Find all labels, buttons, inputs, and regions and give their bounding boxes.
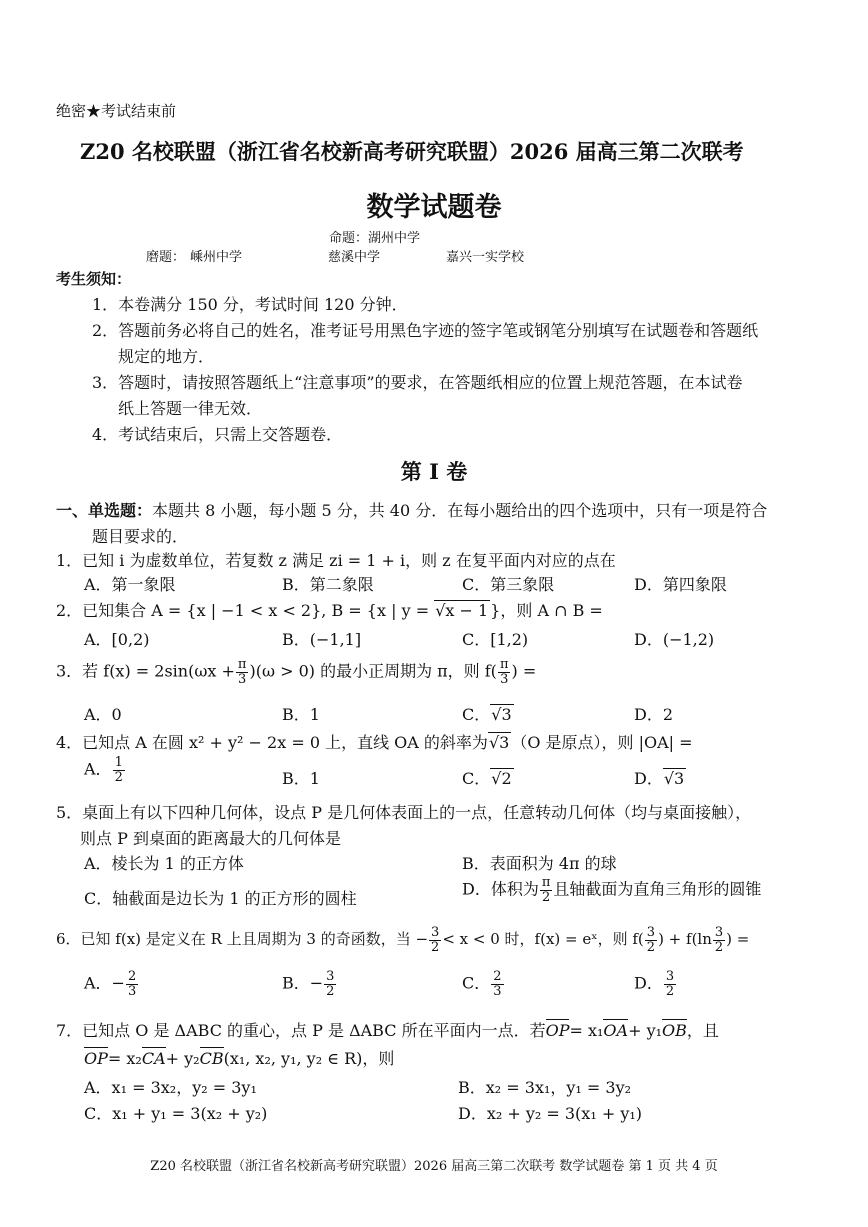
q5-option-d-frac — [540, 876, 553, 904]
q5-option-b: B．表面积为 4π 的球 — [462, 854, 617, 873]
paper-title: 数学试题卷 — [366, 192, 502, 223]
q5-option-d — [462, 876, 761, 904]
q2-option-c: C．[1,2) — [462, 630, 529, 649]
q5-stem-1: 5．桌面上有以下四种几何体，设点 P 是几何体表面上的一点，任意转动几何体（均与桌面接触）， — [56, 803, 752, 822]
q7-option-a: A．x₁ = 3x₂，y₂ = 3y₁ — [84, 1078, 257, 1097]
q6-b-den: 2 — [326, 983, 335, 999]
q4-option-a — [84, 756, 126, 784]
notice-2: 2．答题前务必将自己的姓名，准考证号用黑色字迹的签字笔或钢笔分别填写在试题卷和答题纸 — [92, 321, 759, 340]
q4-radicand: 3 — [499, 733, 510, 752]
q3-option-c-radical: √3 — [491, 705, 512, 724]
notice-title: 考生须知： — [56, 270, 132, 288]
q3-option-c — [462, 702, 514, 725]
q2-option-b: B．(−1,1] — [282, 630, 362, 649]
q6-option-b-frac — [324, 970, 336, 998]
q6-option-c-frac — [491, 970, 503, 998]
q6-option-a-label: A．− — [84, 973, 125, 993]
q6-option-b — [282, 970, 337, 998]
q6-frac-3 — [713, 926, 725, 954]
q4-option-b: B．1 — [282, 769, 320, 788]
q4-frac-den: 2 — [114, 769, 123, 785]
q2-radicand: x − 1 — [445, 601, 489, 620]
q6-frac2-num: 3 — [646, 925, 656, 940]
q1-stem: 1．已知 i 为虚数单位，若复数 z 满足 zi = 1 + i，则 z 在复平面内对应的点在 — [56, 551, 616, 570]
q6-frac1-den: 2 — [431, 939, 440, 955]
q5-frac-num: π — [541, 875, 551, 890]
part1-line1 — [56, 498, 767, 521]
q2-option-d: D．(−1,2) — [634, 630, 715, 649]
q1-option-c: C．第三象限 — [462, 575, 555, 594]
q5-option-a: A．棱长为 1 的正方体 — [84, 854, 244, 873]
q4-option-a-frac — [113, 756, 125, 784]
q7-stem2-c: + y₂ — [165, 1049, 200, 1068]
q6-a-den: 3 — [127, 983, 137, 999]
q3-frac2-num: π — [499, 657, 509, 672]
q6-option-d-frac — [664, 970, 676, 998]
q4-option-d-radicand: 3 — [674, 769, 685, 788]
q6-stem-d: ) = — [726, 930, 750, 949]
q7-stem1-d: ，且 — [686, 1021, 719, 1040]
q7-stem1-c: + y₁ — [628, 1021, 663, 1040]
q4-stem-a: 4．已知点 A 在圆 x² + y² − 2x = 0 上，直线 OA 的斜率为 — [56, 733, 488, 752]
notice-3: 3．答题时，请按照答题纸上“注意事项”的要求，在答题纸相应的位置上规范答题，在本试卷 — [92, 373, 743, 392]
q5-option-d-b: 且轴截面为直角三角形的圆锥 — [553, 879, 762, 899]
q3-stem — [56, 658, 536, 686]
notice-3-cont: 纸上答题一律无效． — [118, 399, 263, 418]
q6-option-a — [84, 970, 139, 998]
notice-1: 1．本卷满分 150 分，考试时间 120 分钟． — [92, 295, 408, 314]
q6-frac3-num: 3 — [714, 925, 724, 940]
q3-option-a: A．0 — [84, 705, 122, 724]
reviewers-label: 磨题： — [146, 250, 186, 265]
q7-vec-op-2: OP — [84, 1049, 108, 1068]
q4-option-c — [462, 766, 514, 789]
q6-c-num: 2 — [493, 969, 502, 984]
q2-stem-a: 2．已知集合 A = {x | −1 < x < 2}, B = {x | y = — [56, 601, 435, 620]
q3-frac-den: 3 — [238, 671, 247, 687]
q4-frac-num: 1 — [114, 755, 123, 770]
q3-frac2-den: 3 — [500, 671, 509, 687]
q6-option-d-label: D． — [634, 973, 663, 993]
q7-stem2-b: = x₂ — [107, 1049, 142, 1068]
q4-stem-b: （O 是原点），则 |OA| = — [511, 733, 693, 752]
q7-option-c: C．x₁ + y₁ = 3(x₂ + y₂) — [84, 1104, 268, 1123]
part1-head: 一、单选题： — [56, 501, 153, 520]
q2-radical: √x − 1 — [435, 601, 489, 620]
q3-frac-num: π — [237, 657, 247, 672]
q4-option-c-label: C． — [462, 769, 491, 788]
q6-option-c-label: C． — [462, 973, 491, 993]
q3-option-c-label: C． — [462, 705, 491, 724]
q6-frac2-den: 2 — [646, 939, 656, 955]
q2-option-a: A．[0,2) — [84, 630, 150, 649]
q6-stem — [56, 926, 749, 954]
q7-vec-oa: OA — [603, 1021, 629, 1040]
q1-option-a: A．第一象限 — [84, 575, 176, 594]
q5-option-c: C．轴截面是边长为 1 的正方形的圆柱 — [84, 889, 357, 908]
q6-d-num: 3 — [665, 969, 675, 984]
reviewer-1: 嵊州中学 — [190, 250, 243, 265]
q6-a-num: 2 — [127, 969, 137, 984]
q6-option-d — [634, 970, 677, 998]
section-title: 第 I 卷 — [400, 459, 468, 484]
notice-4: 4．考试结束后，只需上交答题卷． — [92, 425, 343, 444]
q7-stem-1 — [56, 1018, 719, 1041]
q6-stem-b: < x < 0 时，f(x) = eˣ，则 f( — [442, 930, 644, 949]
q6-stem-a: 6．已知 f(x) 是定义在 R 上且周期为 3 的奇函数，当 − — [56, 930, 429, 949]
q3-option-d: D．2 — [634, 705, 674, 724]
q7-vec-ca: CA — [141, 1049, 166, 1068]
q1-option-b: B．第二象限 — [282, 575, 374, 594]
reviewer-2: 慈溪中学 — [328, 250, 381, 265]
q4-option-c-radicand: 2 — [501, 769, 512, 788]
q6-d-den: 2 — [665, 983, 675, 999]
q3-frac-2 — [498, 658, 511, 686]
q7-vec-ob: OB — [662, 1021, 687, 1040]
q3-stem-a: 3．若 f(x) = 2sin(ωx + — [56, 661, 235, 681]
q5-frac-den: 2 — [541, 889, 551, 905]
q4-option-c-radical: √2 — [491, 769, 512, 788]
q7-stem1-a: 7．已知点 O 是 ΔABC 的重心，点 P 是 ΔABC 所在平面内一点．若 — [56, 1021, 546, 1040]
q4-option-d-label: D． — [634, 769, 663, 788]
q4-option-d-radical: √3 — [663, 769, 685, 788]
q7-vec-op: OP — [545, 1021, 570, 1040]
q6-stem-c: ) + f(ln — [658, 930, 712, 949]
notice-2-cont: 规定的地方． — [118, 347, 215, 366]
q5-stem-2: 则点 P 到桌面的距离最大的几何体是 — [80, 829, 341, 848]
q7-stem2-d: (x₁, x₂, y₁, y₂ ∈ R)，则 — [223, 1049, 395, 1068]
q6-option-c — [462, 970, 505, 998]
q6-option-a-frac — [126, 970, 138, 998]
q6-option-b-label: B．− — [282, 973, 324, 993]
q7-option-b: B．x₂ = 3x₁，y₁ = 3y₂ — [458, 1078, 632, 1097]
q1-option-d: D．第四象限 — [634, 575, 727, 594]
q2-stem — [56, 598, 603, 621]
confidential-mark: 绝密★考试结束前 — [56, 102, 177, 120]
reviewer-3: 嘉兴一实学校 — [446, 250, 525, 265]
q3-stem-c: ) = — [511, 661, 537, 681]
q3-frac-1 — [236, 658, 249, 686]
composer-line: 命题：湖州中学 — [329, 231, 421, 246]
part1-text: 本题共 8 小题，每小题 5 分，共 40 分．在每小题给出的四个选项中，只有一项是符合 — [152, 501, 768, 520]
q5-option-d-a: D．体积为 — [462, 879, 539, 899]
q4-option-d — [634, 766, 686, 789]
q4-option-a-label: A． — [84, 759, 112, 779]
q7-vec-cb: CB — [199, 1049, 224, 1068]
q6-c-den: 3 — [493, 983, 502, 999]
part1-line2: 题目要求的． — [92, 527, 189, 546]
q4-radical: √3 — [488, 733, 510, 752]
q7-stem-2 — [84, 1046, 394, 1069]
q7-option-d: D．x₂ + y₂ = 3(x₁ + y₁) — [458, 1104, 643, 1123]
q3-option-b: B．1 — [282, 705, 320, 724]
q3-stem-b: )(ω > 0) 的最小正周期为 π，则 f( — [249, 661, 497, 681]
q6-b-num: 3 — [326, 969, 335, 984]
q4-stem — [56, 730, 693, 753]
q3-option-c-radicand: 3 — [501, 705, 512, 724]
q6-frac1-num: 3 — [431, 925, 440, 940]
q7-stem1-b: = x₁ — [569, 1021, 604, 1040]
q2-stem-b: }，则 A ∩ B = — [490, 601, 603, 620]
q6-frac-1 — [429, 926, 441, 954]
q6-frac-2 — [645, 926, 657, 954]
exam-title: Z20 名校联盟（浙江省名校新高考研究联盟）2026 届高三第二次联考 — [80, 139, 744, 164]
q6-frac3-den: 2 — [714, 939, 724, 955]
page-footer: Z20 名校联盟（浙江省名校新高考研究联盟）2026 届高三第二次联考 数学试题卷 第 1 页 共 4 页 — [150, 1159, 718, 1174]
